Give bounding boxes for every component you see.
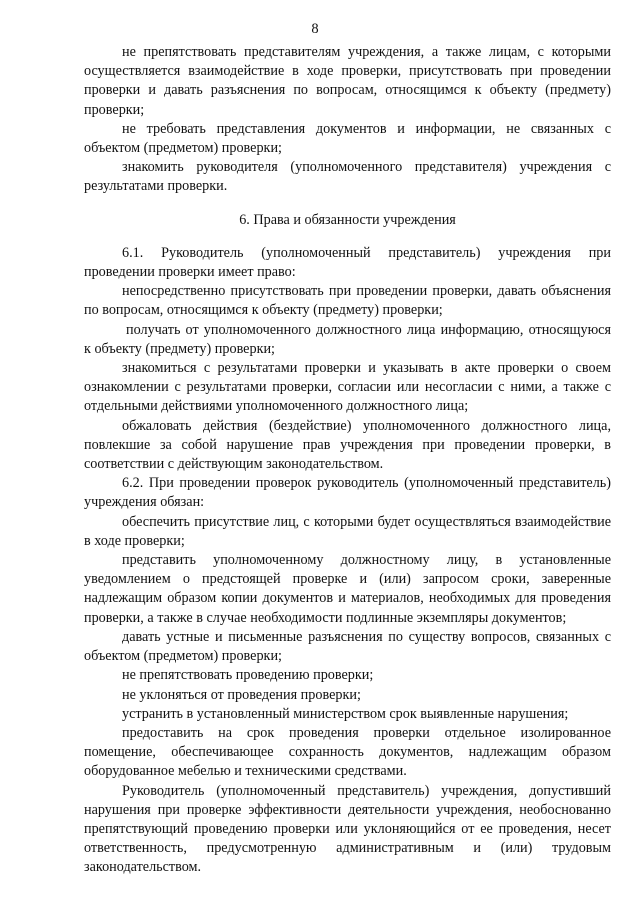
paragraph: обеспечить присутствие лиц, с которыми будет осуществляться взаимодействие в ходе проверки; [84, 513, 611, 549]
paragraph: 6.2. При проведении проверок руководитель (уполномоченный представитель) учреждения обязан: [84, 475, 611, 511]
paragraph: знакомиться с результатами проверки и указывать в акте проверки о своем ознакомлении с результатами проверки, согласии или несогласии с ними, а также с отдельными действиями уполномоченного должностного лица; [84, 360, 611, 415]
paragraph: не требовать представления документов и информации, не связанных с объектом (предметом) проверки; [84, 120, 611, 157]
paragraph: устранить в установленный министерством срок выявленные нарушения; [122, 705, 569, 722]
paragraph: предоставить на срок проведения проверки отдельное изолированное помещение, обеспечивающее сохранность документов, надлежащим образом оборудованное мебелью и техническими средствами. [84, 724, 611, 780]
paragraph: представить уполномоченному должностному лицу, в установленные уведомлением о предстоящей проверке и (или) запросом сроки, заверенные надлежащим образом копии документов и материалов, необходимых для проведения проверки, а также в случае необходимости подлинные экземпляры документов; [84, 552, 611, 626]
paragraph: не препятствовать представителям учреждения, а также лицам, с которыми осуществляется взаимодействие в ходе проверки, присутствовать при проведении проверки и давать разъяснения по вопросам, относящимся к объекту (предмету) проверки; [84, 44, 611, 118]
paragraph: получать от уполномоченного должностного лица информацию, относящуюся к объекту (предмету) проверки; [84, 321, 611, 357]
paragraph: не уклоняться от проведения проверки; [122, 686, 361, 703]
document-body [84, 43, 611, 878]
paragraph: не препятствовать проведению проверки; [122, 667, 374, 684]
paragraph: знакомить руководителя (уполномоченного представителя) учреждения с результатами проверки. [84, 159, 611, 195]
section-heading: 6. Права и обязанности учреждения [239, 211, 456, 228]
paragraph: 6.1. Руководитель (уполномоченный представитель) учреждения при проведении проверки имеет право: [84, 244, 611, 281]
paragraph: давать устные и письменные разъяснения по существу вопросов, связанных с объектом (предметом) проверки; [84, 628, 611, 665]
paragraph: обжаловать действия (бездействие) уполномоченного должностного лица, повлекшие за собой нарушение прав учреждения при проведении проверки, в соответствии с действующим законодательством. [84, 417, 611, 473]
paragraph: непосредственно присутствовать при проведении проверки, давать объяснения по вопросам, относящимся к объекту (предмету) проверки; [84, 283, 611, 319]
paragraph: Руководитель (уполномоченный представитель) учреждения, допустивший нарушения при проверке эффективности деятельности учреждения, необоснованно препятствующий проведению проверки или уклоняющийся от ее проведения, несет ответственность, предусмотренную административным и (или) трудовым законодательством. [84, 782, 611, 876]
page-number: 8 [311, 21, 319, 37]
